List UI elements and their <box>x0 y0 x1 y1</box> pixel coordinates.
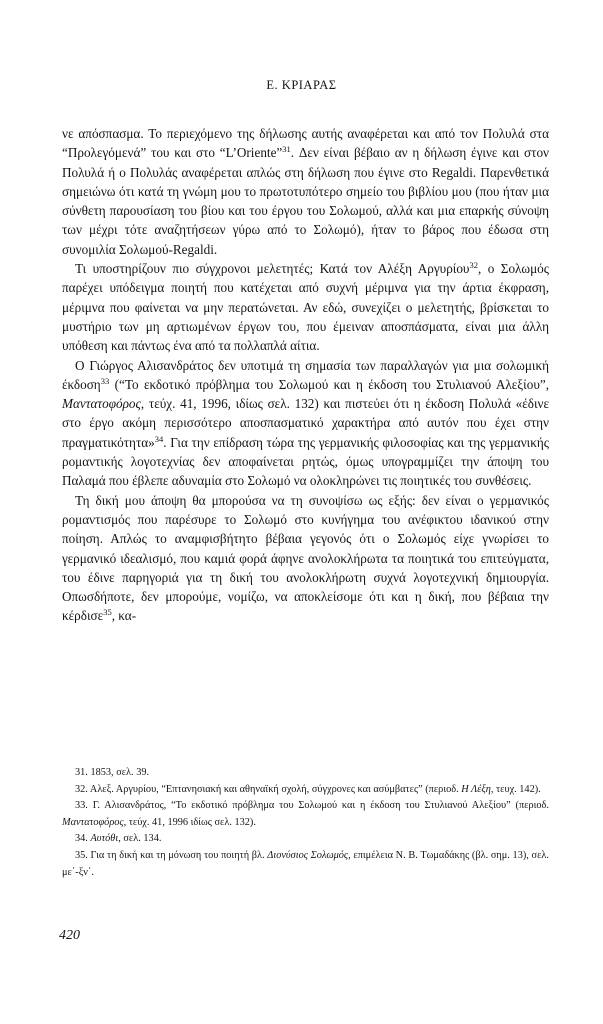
footnote-ref[interactable]: 31 <box>282 144 291 155</box>
text-run: 35. Για τη δική και τη μόνωση του ποιητή βλ. <box>75 849 268 861</box>
text-run: 34. <box>75 833 91 845</box>
footnote-ref[interactable]: 33 <box>100 375 110 386</box>
paragraph <box>62 491 549 626</box>
footnote <box>62 782 549 799</box>
text-run: νε απόσπασμα. Το περιεχόμενο της δήλωσης αυτής αναφέρεται και από τον Πολυλά στα “Προλεγόμενά” του και στο “L’Oriente” <box>62 126 549 161</box>
text-run: , κα- <box>111 608 137 624</box>
text-run: . Για την επίδραση τώρα της γερμανικής φιλοσοφίας και της γερμανικής ρομαντικής λογοτεχνίας δεν αποφαίνεται ρητώς, όμως υπογραμμίζει την άποψη του Παλαμά που έβλεπε αδυναμία στο Σολωμό να ολοκληρώνει τις ποιητικές του συνθέσεις. <box>62 434 549 489</box>
text-run: , σελ. 134. <box>118 833 162 845</box>
footnote <box>62 798 549 831</box>
journal-title: Μαντατοφόρος <box>62 396 141 412</box>
text-run: (“Το εκδοτικό πρόβλημα του Σολωμού και η έκδοση του Στυλιανού Αλεξίου”, <box>109 376 549 392</box>
footnote: 31. 1853, σελ. 39. <box>75 767 150 778</box>
journal-title: Μαντατοφόρος <box>62 816 124 828</box>
text-run: 33. Γ. Αλισανδράτος, “Το εκδοτικό πρόβλημα του Σολωμού και η έκδοση του Στυλιανού Αλεξίου” (περιοδ. <box>75 800 549 812</box>
text-run: , τεύχ. 41, 1996, ιδίως σελ. 132) και πιστεύει ότι η έκδοση Πολυλά «έδινε στο έργο ακόμη περισσότερο αποσπασματικό χαρακτήρα από αυτόν που έχει στην πραγματικότητα» <box>62 396 549 450</box>
paragraph <box>62 124 549 259</box>
footnote-ref[interactable]: 35 <box>103 607 112 618</box>
text-run: . Δεν είναι βέβαιο αν η δήλωση έγινε και στον Πολυλά ή ο Πολυλάς αναφέρεται απλώς στη δήλωση που έγινε στο Regaldi. Παρενθετικά σημειώνω ότι κατά τη γνώμη μου το πρωτοτυπότερο σημείο του βιβλίου μου (που ήταν μια σύνθετη παρουσίαση του βίου και του έργου του Σολωμού, αλλά και μια επαρκής σύνοψη των μέχρι τότε αναζητήσεων γύρω από το Σολωμό), ήταν το βάρος που έδωσα στη συνομιλία Σολωμού-Regaldi. <box>62 145 549 257</box>
source-title: Αυτόθι <box>90 833 119 845</box>
text-run: , τευχ. 142). <box>490 783 541 795</box>
text-run: 32. Αλεξ. Αργυρίου, “Επτανησιακή και αθηναϊκή σχολή, σύγχρονες και ασύμβατες” (περιοδ. <box>75 783 462 795</box>
footnote-ref[interactable]: 34 <box>154 433 164 444</box>
footnote <box>62 831 549 848</box>
footnote-ref[interactable]: 32 <box>469 260 478 271</box>
footnotes <box>62 765 549 881</box>
page-number: 420 <box>59 928 80 943</box>
text-run: , τεύχ. 41, 1996 ιδίως σελ. 132). <box>123 816 256 828</box>
body-text <box>62 124 549 626</box>
text-run: Τη δική μου άποψη θα μπορούσα να τη συνοψίσω ως εξής: δεν είναι ο γερμανικός ρομαντισμός που παρέσυρε το Σολωμό στο κυνήγημα του ανέφικτου ιδανικού στην ποίηση. Απλώς το αναμφισβήτητο βέβαια γεγονός ότι ο Σολωμός είχε γνωρίσει το γερμανικό ιδεαλισμό, που καμιά φορά άφηνε ανολοκλήρωτα τα ποιητικά του επιτεύγματα, του έδινε παρηγοριά για τη δική του ανολοκλήρωτη συχνά λογοτεχνική δημιουργία. Οπωσδήποτε, δεν μπορούμε, νομίζω, να αποκλείσομε ότι και η δική, που βέβαια την κέρδισε <box>62 492 549 624</box>
text-run: , ο Σολωμός παρέχει υπόδειγμα ποιητή που κατέχεται από συχνή μέριμνα για την άρτια έκφραση, μέριμνα που φαίνεται να μην περατώνεται. Αν εδώ, συνεχίζει ο μελετητής, βρίσκεται το μυστήριο των μη αρτιωμένων έργων του, που έμειναν αποσπάσματα, είναι μια άλλη υπόθεση και πάντως ένα από τα πολλαπλά αίτια. <box>62 261 549 354</box>
book-title: Διονύσιος Σολωμός <box>267 849 349 861</box>
text-run: Τι υποστηρίζουν πιο σύγχρονοι μελετητές; Κατά τον Αλέξη Αργυρίου <box>75 261 470 277</box>
text-run: , επιμέλεια Ν. Β. Τωμαδάκης (βλ. σημ. 13), σελ. με΄-ξν΄. <box>62 849 549 878</box>
footnote <box>62 848 549 881</box>
paragraph <box>62 259 549 355</box>
paragraph <box>62 356 549 491</box>
text-run: Ο Γιώργος Αλισανδράτος δεν υποτιμά τη σημασία των παραλλαγών για μια σολωμική έκδοση <box>62 357 549 392</box>
running-header: Ε. ΚΡΙΑΡΑΣ <box>266 78 337 92</box>
journal-title: Η Λέξη <box>461 783 491 795</box>
